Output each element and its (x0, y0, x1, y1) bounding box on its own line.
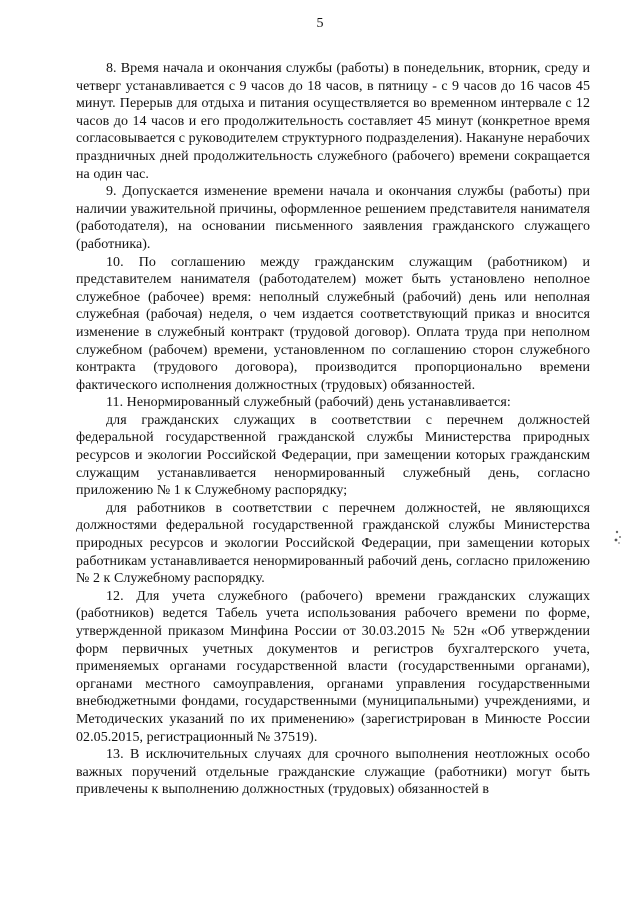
paragraph-9: 9. Допускается изменение времени начала и окончания службы (работы) при наличии уважительной причины, оформленное решением представителя нанимателя (работодателя), на основании письменного заявления гражданского служащего (работника). (76, 184, 590, 252)
paragraph-13: 13. В исключительных случаях для срочного выполнения неотложных особо важных поручений отдельные гражданские служащие (работники) могут быть привлечены к выполнению должностных (трудовых) обязанностей в (76, 747, 590, 798)
paragraph-11-item-employees: для работников в соответствии с перечнем должностей, не являющихся должностями федеральной государственной гражданской службы Министерства природных ресурсов и экологии Российской Федерации, при замещении которых работникам устанавливается ненормированный рабочий день, согласно приложению № 2 к Служебному распорядку. (76, 500, 590, 587)
paragraph-11: 11. Ненормированный служебный (рабочий) день устанавливается: (106, 395, 511, 411)
paragraph-12: 12. Для учета служебного (рабочего) времени гражданских служащих (работников) ведется Табель учета использования рабочего времени по форме, утвержденной приказом Минфина России от 30.03.2015 № 52н «Об утверждении форм первичных учетных документов и регистров бухгалтерского учета, применяемых органами государственной власти (государственными органами), органами местного самоуправления, органами управления государственными внебюджетными фондами, государственными (муниципальными) учреждениями, и Методических указаний по их применению» (зарегистрирован в Минюсте России 02.05.2015, регистрационный № 37519). (76, 588, 590, 745)
paragraph-8: 8. Время начала и окончания службы (работы) в понедельник, вторник, среду и четверг устанавливается с 9 часов до 18 часов, в пятницу - с 9 часов до 16 часов 45 минут. Перерыв для отдыха и питания осуществляется во временном интервале с 12 часов до 14 часов и его продолжительность составляет 45 минут (конкретное время согласовывается с руководителем структурного подразделения). Накануне нерабочих праздничных дней продолжительность служебного (рабочего) времени сокращается на один час. (76, 61, 590, 182)
scan-mark (612, 528, 624, 546)
document-body (76, 60, 590, 799)
paragraph-11-item-civil-servants: для гражданских служащих в соответствии с перечнем должностей федеральной государственной гражданской службы Министерства природных ресурсов и экологии Российской Федерации, при замещении которых гражданским служащим устанавливается ненормированный служебный день, согласно приложению № 1 к Служебному распорядку; (76, 412, 590, 499)
page-number: 5 (316, 16, 324, 31)
paragraph-10: 10. По соглашению между гражданским служащим (работником) и представителем нанимателя (работодателем) может быть установлено неполное служебное (рабочее) время: неполный служебный (рабочий) день или неполная служебная (рабочая) неделя, о чем издается соответствующий приказ и вносится изменение в служебный контракт (трудовой договор). Оплата труда при неполном служебном (рабочем) времени, установленном по соглашению сторон служебного контракта (трудового договора), производится пропорционально времени фактического исполнения должностных (трудовых) обязанностей. (76, 254, 590, 393)
